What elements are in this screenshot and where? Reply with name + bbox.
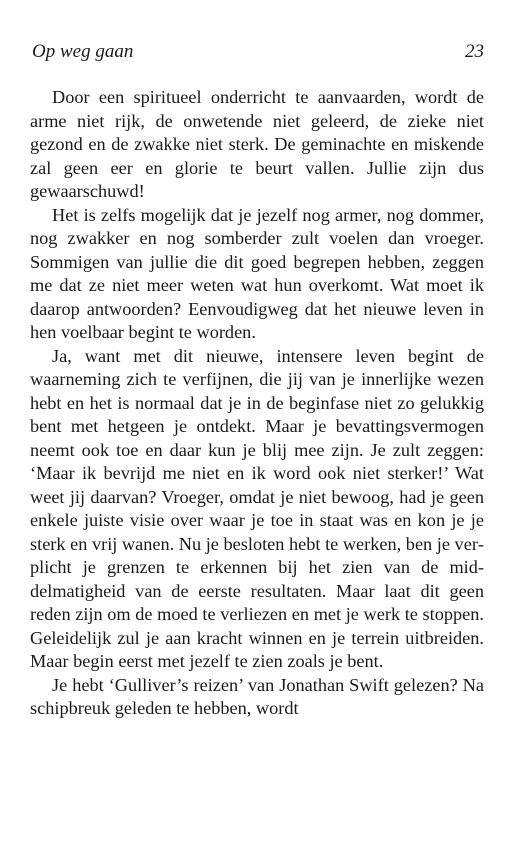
paragraph: Ja, want met dit nieuwe, intensere leven begint de waarneming zich te verfijnen, die jij van je innerlijke wezen hebt en het is normaal dat je in de beginfase niet zo gelukkig bent met hetgeen je ontdekt. Maar je bevattingsvermogen neemt ook toe en daar kun je blij mee zijn. Je zult zeggen: ‘Maar ik bevrijd me niet en ik word ook niet sterker!’ Wat weet jij daarvan? Vroeger, omdat je niet bewoog, had je geen enkele juiste visie over waar je toe in staat was en kon je je sterk en vrij wanen. Nu je besloten hebt te werken, ben je verplicht je grenzen te erkennen bij het zien van de middelmatigheid van de eerste resultaten. Maar laat dit geen reden zijn om de moed te verliezen en met je werk te stoppen. Geleidelijk zul je aan kracht winnen en je terrein uitbreiden. Maar begin eerst met jezelf te zien zoals je bent. [30, 345, 484, 671]
body-text [30, 86, 484, 721]
page-number: 23 [465, 41, 484, 62]
paragraph: Het is zelfs mogelijk dat je jezelf nog armer, nog dommer, nog zwakker en nog somberder zult voelen dan vroeger. Sommigen van jullie die dit goed begrepen hebben, zeggen me dat ze niet meer weten wat hun overkomt. Wat moet ik daarop antwoorden? Eenvoudigweg dat het nieuwe leven in hen voelbaar begint te worden. [30, 204, 484, 342]
chapter-title: Op weg gaan [32, 41, 134, 62]
book-page [30, 40, 484, 721]
paragraph: Je hebt ‘Gulliver’s reizen’ van Jonathan Swift gelezen? Na schipbreuk geleden te hebben, wordt [30, 674, 484, 718]
running-header [30, 40, 484, 64]
paragraph: Door een spiritueel onderricht te aanvaarden, wordt de arme niet rijk, de onwetende niet geleerd, de zieke niet gezond en de zwakke niet sterk. De geminachte en miskende zal geen eer en glorie te beurt vallen. Jullie zijn dus gewaarschuwd! [30, 87, 484, 201]
